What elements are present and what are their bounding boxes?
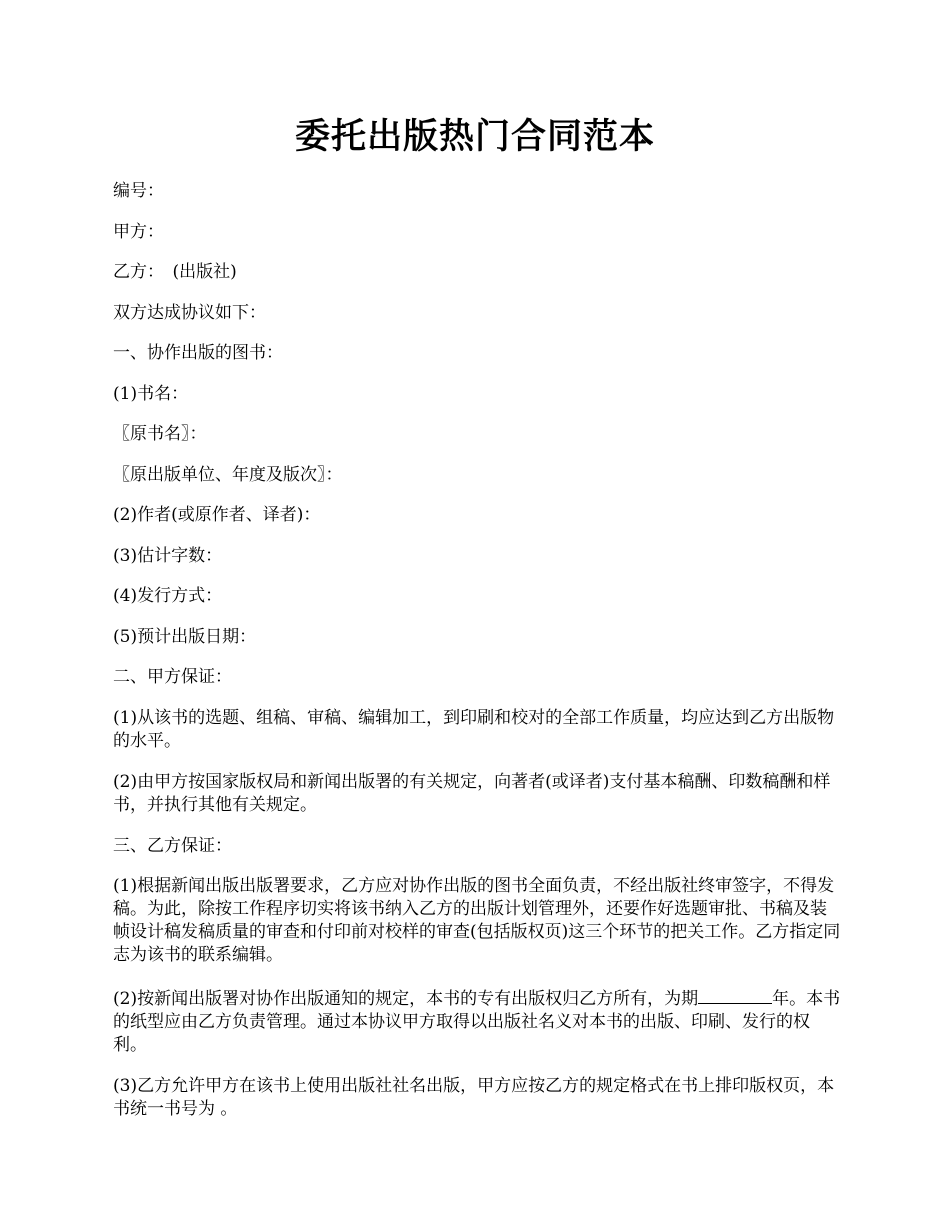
agreement-intro: 双方达成协议如下： (113, 302, 266, 323)
word-count-line: (3)估计字数： (113, 545, 223, 566)
party-a-clause-2: (2)由甲方按国家版权局和新闻出版署的有关规定，向著者(或译者)支付基本稿酬、印数稿酬和样书，并执行其他有关规定。 (113, 771, 831, 815)
book-title-line: (1)书名： (113, 383, 189, 404)
term-blank-line (698, 985, 772, 1004)
party-a-clause-1: (1)从该书的选题、组稿、审稿、编辑加工，到印刷和校对的全部工作质量，均应达到乙方出版物的水平。 (113, 707, 835, 751)
contract-number-line: 编号： (113, 181, 164, 201)
party-b-clause-1: (1)根据新闻出版出版署要求，乙方应对协作出版的图书全面负责，不经出版社终审签字，不得发稿。为此，除按工作程序切实将该书纳入乙方的出版计划管理外，还要作好选题审批、书稿及装帧设计稿发稿质量的审查和付印前对校样的审查(包括版权页)这三个环节的把关工作。乙方指定同志为该书的联系编辑。 (113, 876, 841, 965)
publish-date-line: (5)预计出版日期： (113, 626, 257, 647)
document-body (113, 180, 843, 1139)
document-title: 委托出版热门合同范本 (294, 116, 655, 157)
party-b-clause-2 (113, 985, 843, 1057)
term-clause-suffix: 年。本书的纸型应由乙方负责管理。通过本协议甲方取得以出版社名义对本书的出版、印刷、发行的权利。 (113, 989, 841, 1055)
party-b-clause-3: (3)乙方允许甲方在该书上使用出版社社名出版，甲方应按乙方的规定格式在书上排印版权页，本书统一书号为 。 (113, 1076, 835, 1119)
party-a-line: 甲方： (113, 221, 164, 242)
party-b-line: 乙方： (出版社) (113, 262, 237, 282)
section-three-heading: 三、乙方保证： (113, 835, 232, 856)
original-title-line: 〖原书名〗： (113, 424, 207, 444)
author-line: (2)作者(或原作者、译者)： (113, 505, 321, 525)
distribution-line: (4)发行方式： (113, 586, 223, 606)
term-clause-prefix: (2)按新闻出版署对协作出版通知的规定，本书的专有出版权归乙方所有，为期 (113, 989, 699, 1009)
section-one-heading: 一、协作出版的图书： (113, 343, 283, 363)
original-publisher-line: 〖原出版单位、年度及版次〗： (113, 464, 343, 485)
section-two-heading: 二、甲方保证： (113, 667, 232, 687)
